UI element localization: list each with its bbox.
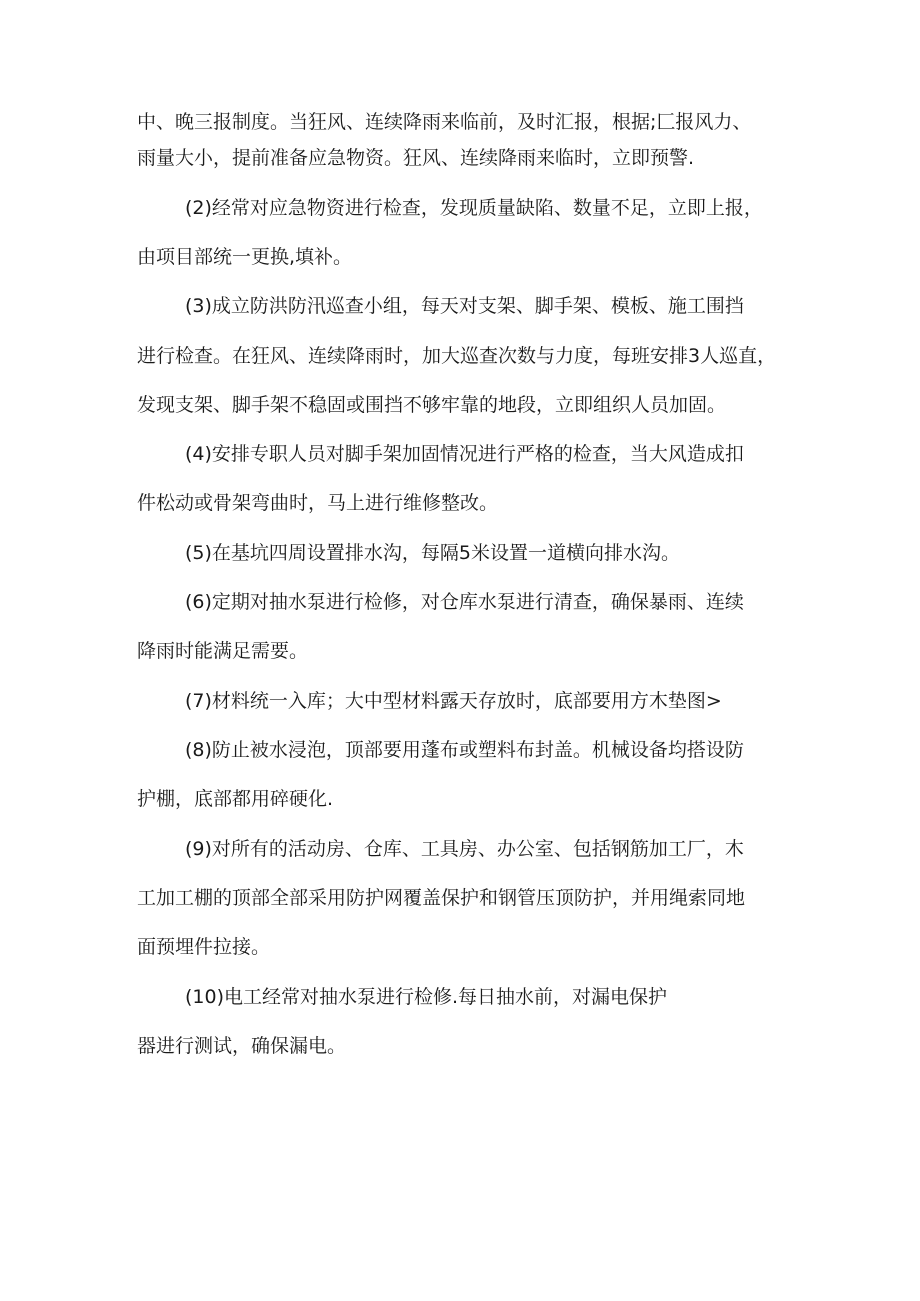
- text-line: 雨量大小，提前准备应急物资。狂风、连续降雨来临时，立即预警.: [137, 147, 695, 169]
- text-line: 降雨时能满足需要。: [137, 640, 309, 662]
- list-item-2: (2)经常对应急物资进行检查，发现质量缺陷、数量不足，立即上报，: [185, 197, 763, 219]
- text-line: 护棚，底部都用碎硬化.: [137, 788, 334, 810]
- text-line: 进行检查。在狂风、连续降雨时，加大巡查次数与力度，每班安排3人巡直，: [137, 345, 777, 367]
- text-line: 中、晚三报制度。当狂风、连续降雨来临前，及时汇报，根据;匚报风力、: [137, 111, 752, 133]
- text-line: 工加工棚的顶部全部采用防护网覆盖保护和钢管压顶防护，并用绳索同地: [137, 887, 746, 909]
- list-item-5: (5)在基坑四周设置排水沟，每隔5米设置一道横向排水沟。: [185, 542, 681, 564]
- list-item-7: (7)材料统一入库；大中型材料露天存放时，底部要用方木垫图>: [185, 690, 722, 712]
- list-item-4: (4)安排专职人员对脚手架加固情况进行严格的检查，当大风造成扣: [185, 443, 744, 465]
- list-item-10: (10)电工经常对抽水泵进行检修.每日抽水前，对漏电保护: [185, 986, 668, 1008]
- text-line: 发现支架、脚手架不稳固或围挡不够牢靠的地段，立即组织人员加固。: [137, 394, 727, 416]
- text-line: 件松动或骨架弯曲时，马上进行维修整改。: [137, 492, 499, 514]
- list-item-9: (9)对所有的活动房、仓库、工具房、办公室、包括钢筋加工厂，木: [185, 838, 744, 860]
- list-item-8: (8)防止被水浸泡，顶部要用蓬布或塑料布封盖。机械设备均搭设防: [185, 739, 744, 761]
- list-item-6: (6)定期对抽水泵进行检修，对仓库水泵进行清查，确保暴雨、连续: [185, 591, 744, 613]
- text-line: 器进行测试，确保漏电。: [137, 1035, 347, 1057]
- text-line: 由项目部统一更换,填补。: [137, 246, 353, 268]
- text-line: 面预埋件拉接。: [137, 936, 271, 958]
- list-item-3: (3)成立防洪防汛巡查小组，每天对支架、脚手架、模板、施工围挡: [185, 295, 744, 317]
